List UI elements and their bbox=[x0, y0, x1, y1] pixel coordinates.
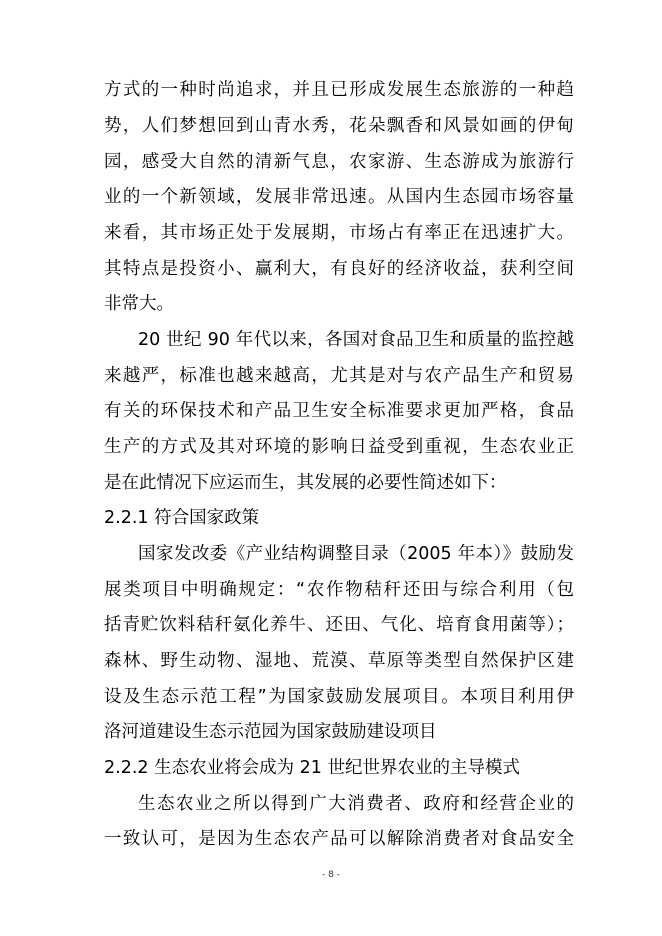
page-number: - 8 - bbox=[322, 870, 340, 880]
text-line: 业的一个新领域，发展非常迅速。从国内生态园市场容量 bbox=[104, 187, 574, 207]
text-line: 来越严，标准也越来越高，尤其是对与农产品生产和贸易 bbox=[104, 366, 574, 386]
section-heading: 2.2.2 生态农业将会成为 21 世纪世界农业的主导模式 bbox=[104, 758, 520, 778]
text-line: 非常大。 bbox=[104, 294, 174, 314]
text-line: 洛河道建设生态示范园为国家鼓励建设项目 bbox=[104, 722, 437, 742]
text-line: 生产的方式及其对环境的影响日益受到重视，生态农业正 bbox=[104, 437, 574, 457]
text-line: 展类项目中明确规定：“农作物秸秆还田与综合利用（包 bbox=[104, 580, 574, 600]
text-line: 生态农业之所以得到广大消费者、政府和经营企业的 bbox=[138, 794, 574, 814]
text-line: 括青贮饮料秸秆氨化养牛、还田、气化、培育食用菌等）； bbox=[104, 615, 574, 635]
section-heading: 2.2.1 符合国家政策 bbox=[104, 508, 260, 528]
text-line: 来看，其市场正处于发展期，市场占有率正在迅速扩大。 bbox=[104, 223, 574, 243]
text-line: 园，感受大自然的清新气息，农家游、生态游成为旅游行 bbox=[104, 152, 574, 172]
text-line: 势，人们梦想回到山青水秀，花朵飘香和风景如画的伊甸 bbox=[104, 116, 574, 136]
text-line: 有关的环保技术和产品卫生安全标准要求更加严格，食品 bbox=[104, 401, 574, 421]
text-line: 森林、野生动物、湿地、荒漠、草原等类型自然保护区建 bbox=[104, 651, 574, 671]
text-line: 是在此情况下应运而生，其发展的必要性简述如下： bbox=[104, 473, 507, 493]
text-line: 一致认可，是因为生态农产品可以解除消费者对食品安全 bbox=[104, 829, 574, 849]
text-line: 设及生态示范工程”为国家鼓励发展项目。本项目利用伊 bbox=[104, 687, 574, 707]
text-line: 方式的一种时尚追求，并且已形成发展生态旅游的一种趋 bbox=[104, 80, 574, 100]
text-line: 国家发改委《产业结构调整目录（2005 年本）》鼓励发 bbox=[138, 544, 574, 564]
text-line: 20 世纪 90 年代以来，各国对食品卫生和质量的监控越 bbox=[138, 330, 574, 350]
text-line: 其特点是投资小、赢利大，有良好的经济收益，获利空间 bbox=[104, 259, 574, 279]
